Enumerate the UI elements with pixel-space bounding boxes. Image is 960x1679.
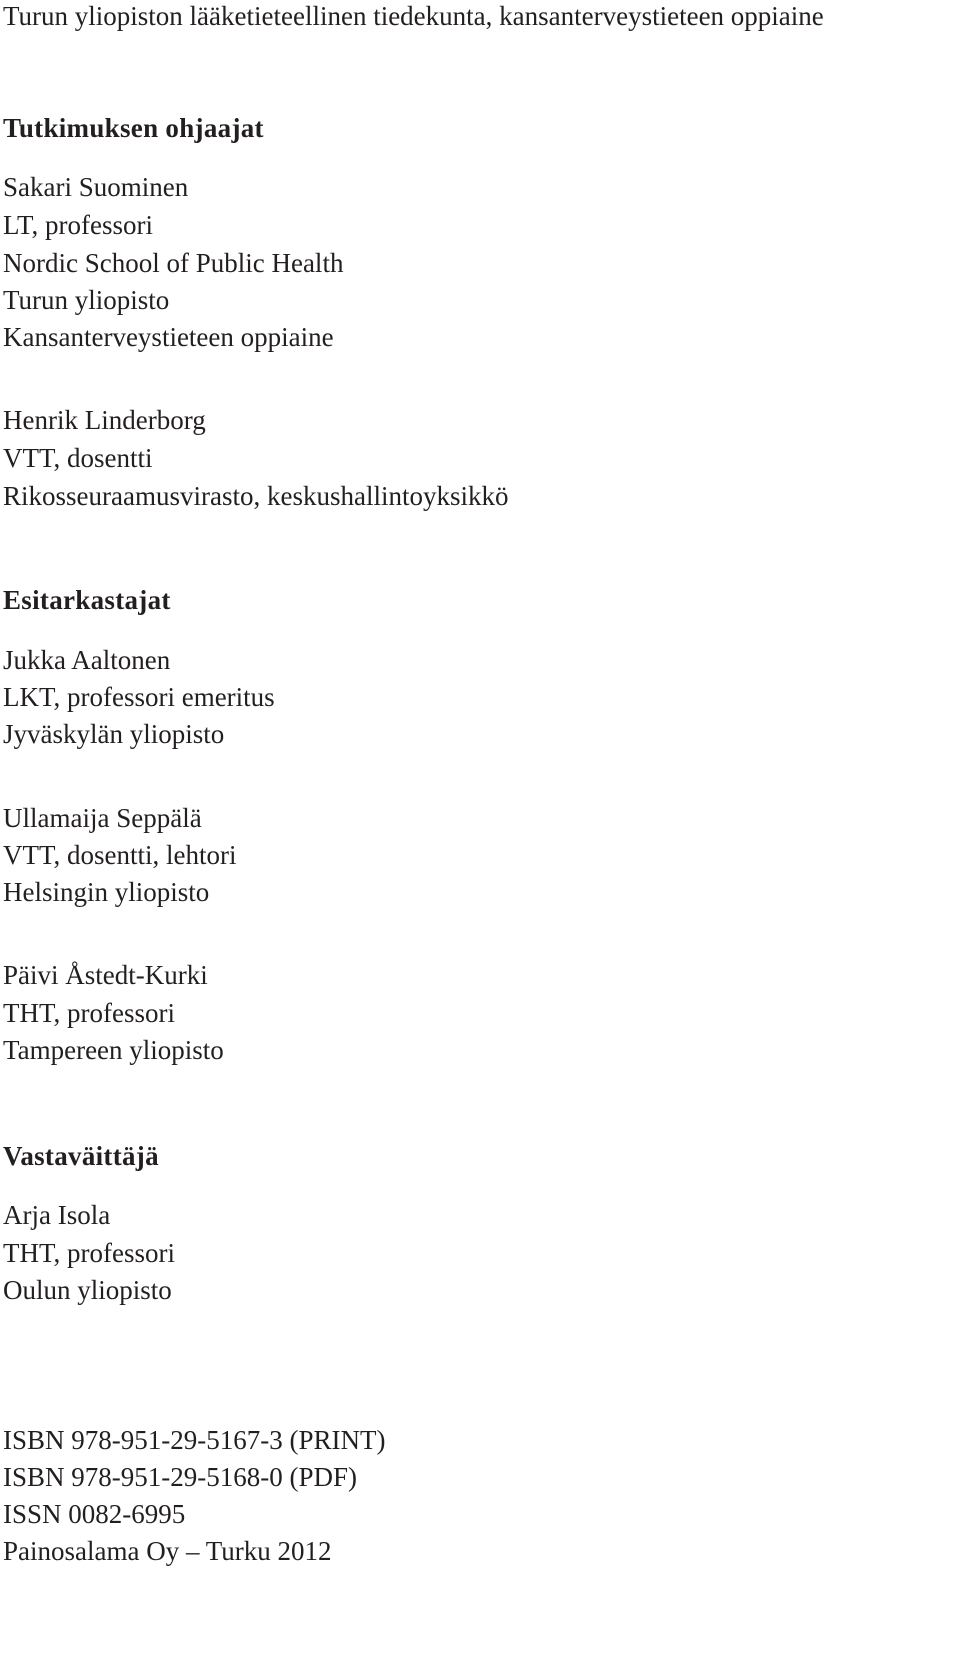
supervisor-1-affiliation-1: Nordic School of Public Health (3, 248, 344, 278)
opponent-affiliation-1: Oulun yliopisto (3, 1275, 172, 1305)
isbn-print: ISBN 978-951-29-5167-3 (PRINT) (3, 1425, 386, 1455)
supervisor-1-name: Sakari Suominen (3, 172, 189, 202)
supervisor-1-affiliation-3: Kansanterveystieteen oppiaine (3, 322, 334, 352)
reviewer-2-name: Ullamaija Seppälä (3, 803, 202, 833)
opponent-heading: Vastaväittäjä (3, 1141, 159, 1171)
faculty-line: Turun yliopiston lääketieteellinen tiedekunta, kansanterveystieteen oppiaine (3, 1, 824, 31)
reviewer-1-title: LKT, professori emeritus (3, 682, 275, 712)
supervisor-1-title: LT, professori (3, 210, 153, 240)
printer-line: Painosalama Oy – Turku 2012 (3, 1536, 332, 1566)
reviewer-1-affiliation-1: Jyväskylän yliopisto (3, 719, 225, 749)
reviewer-1-name: Jukka Aaltonen (3, 645, 171, 675)
issn: ISSN 0082-6995 (3, 1499, 186, 1529)
supervisor-1-affiliation-2: Turun yliopisto (3, 285, 170, 315)
opponent-name: Arja Isola (3, 1200, 111, 1230)
reviewer-2-affiliation-1: Helsingin yliopisto (3, 877, 210, 907)
isbn-pdf: ISBN 978-951-29-5168-0 (PDF) (3, 1462, 357, 1492)
supervisor-2-title: VTT, dosentti (3, 443, 153, 473)
supervisor-2-name: Henrik Linderborg (3, 405, 206, 435)
reviewer-3-affiliation-1: Tampereen yliopisto (3, 1035, 224, 1065)
reviewer-3-name: Päivi Åstedt-Kurki (3, 960, 208, 990)
opponent-title: THT, professori (3, 1238, 175, 1268)
supervisor-2-affiliation-1: Rikosseuraamusvirasto, keskushallintoyksikkö (3, 481, 509, 511)
reviewer-2-title: VTT, dosentti, lehtori (3, 840, 237, 870)
reviewer-3-title: THT, professori (3, 998, 175, 1028)
supervisors-heading: Tutkimuksen ohjaajat (3, 113, 264, 143)
reviewers-heading: Esitarkastajat (3, 585, 171, 615)
